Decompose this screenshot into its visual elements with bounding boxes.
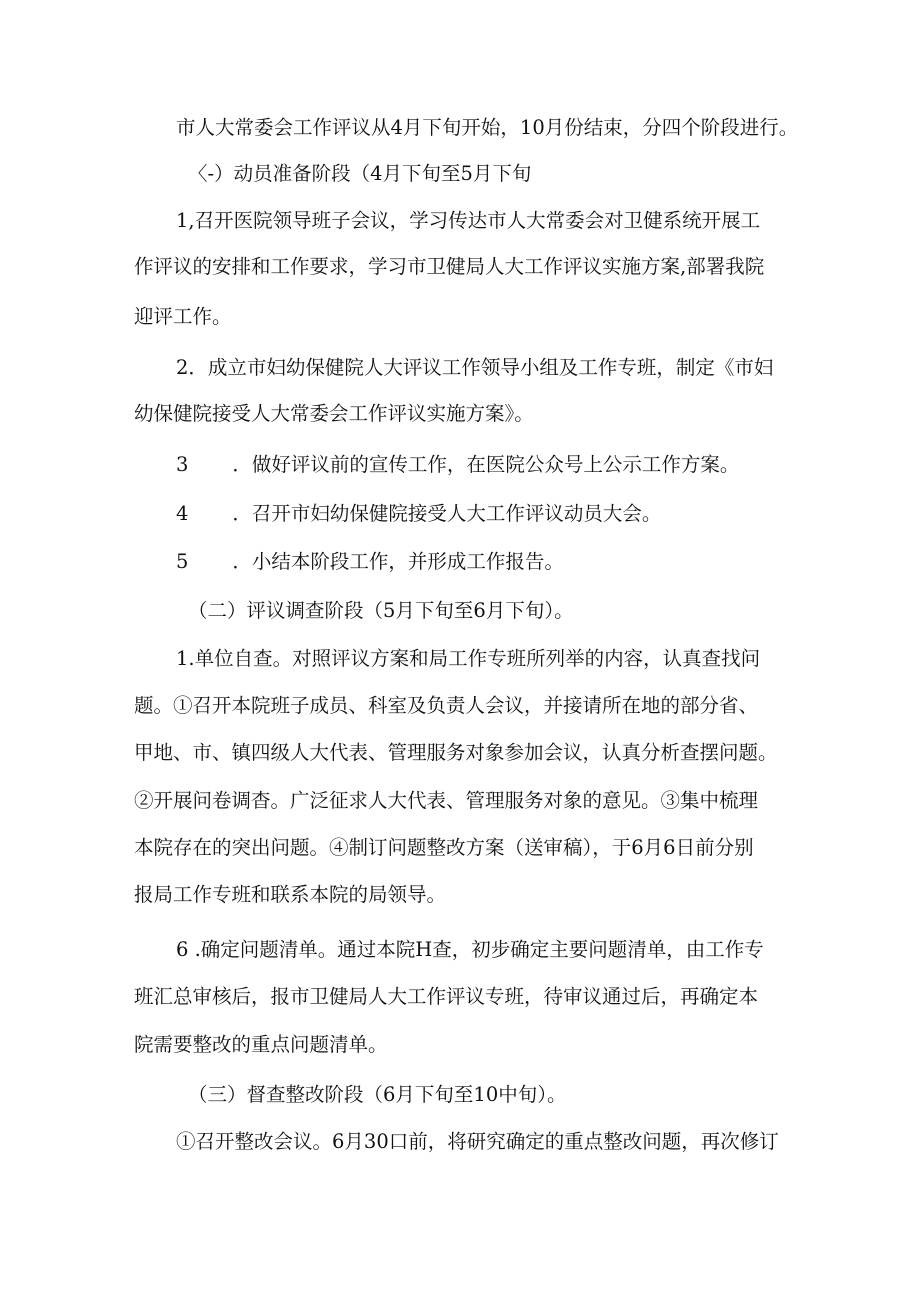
item-text: ．小结本阶段工作，并形成工作报告。 — [232, 550, 564, 573]
item-number: 3 — [176, 453, 189, 476]
paragraph-line: 1,召开医院领导班子会议，学习传达市人大常委会对卫健系统开展工 — [176, 209, 761, 232]
paragraph-line: ①召开整改会议。6月30口前，将研究确定的重点整改问题，再次修订 — [176, 1130, 779, 1153]
paragraph-line: 1.单位自查。对照评议方案和局工作专班所列举的内容，认真查找问 — [176, 647, 761, 670]
paragraph-line: 报局工作专班和联系本院的局领导。 — [134, 883, 447, 906]
list-item — [176, 546, 564, 578]
paragraph-line: 2．成立市妇幼保健院人大评议工作领导小组及工作专班，制定《市妇 — [176, 356, 774, 379]
paragraph-line: 本院存在的突出问题。④制订问题整改方案（送审稿），于6月6日前分别 — [134, 836, 754, 859]
item-text: ．做好评议前的宣传工作，在医院公众号上公示工作方案。 — [232, 453, 740, 476]
item-number: 4 — [176, 502, 189, 525]
paragraph-line: 作评议的安排和工作要求，学习市卫健局人大工作评议实施方案,部署我院 — [134, 255, 765, 278]
paragraph-line: 6 .确定问题清单。通过本院H查，初步确定主要问题清单，由工作专 — [176, 938, 764, 961]
list-item — [176, 498, 661, 530]
list-item — [176, 449, 739, 481]
section-heading-2: （二）评议调查阶段（5月下旬至6月下旬）。 — [188, 599, 574, 622]
paragraph-line: 班汇总审核后，报市卫健局人大工作评议专班，待审议通过后，再确定本 — [134, 985, 759, 1008]
paragraph-line: 迎评工作。 — [134, 305, 232, 328]
intro-paragraph-line: 市人大常委会工作评议从4月下旬开始，10月份结束，分四个阶段进行。 — [176, 116, 799, 139]
section-heading-1: 〈-）动员准备阶段（4月下旬至5月下旬 — [188, 162, 532, 185]
paragraph-line: 幼保健院接受人大常委会工作评议实施方案》。 — [134, 402, 534, 425]
section-heading-3: （三）督查整改阶段（6月下旬至10中旬）。 — [188, 1083, 567, 1106]
item-text: ．召开市妇幼保健院接受人大工作评议动员大会。 — [232, 502, 662, 525]
paragraph-line: 院需要整改的重点问题清单。 — [134, 1033, 388, 1056]
item-number: 5 — [176, 550, 189, 573]
paragraph-line: 甲地、市、镇四级人大代表、管理服务对象参加会议，认真分析查摆问题。 — [134, 741, 778, 764]
paragraph-line: 题。①召开本院班子成员、科室及负责人会议，并接请所在地的部分省、 — [134, 694, 759, 717]
paragraph-line: ②开展问卷调杳。广泛征求人大代表、管理服务对象的意见。③集中梳理 — [134, 789, 759, 812]
